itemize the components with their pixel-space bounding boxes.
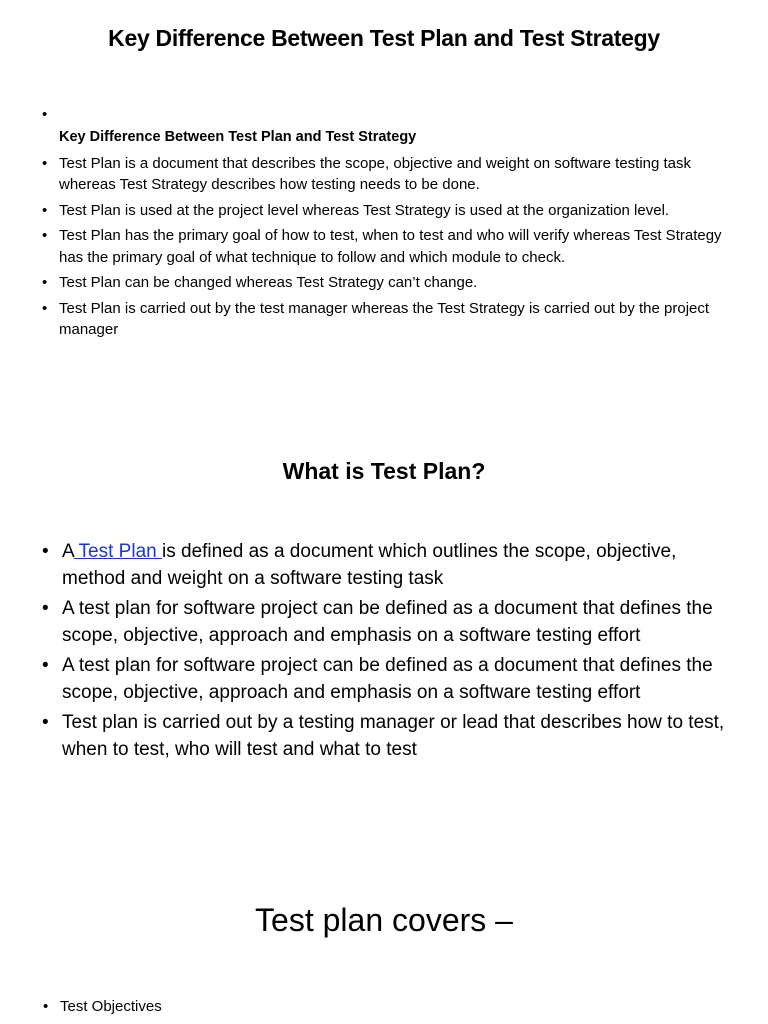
list-item xyxy=(42,272,739,294)
list-item-text: is defined as a document which outlines the scope, objective, method and weight on a software testing task xyxy=(62,541,677,589)
list-item-text: Test Plan is used at the project level whereas Test Strategy is used at the organization level. xyxy=(59,201,670,219)
bullet-icon: • xyxy=(42,227,48,244)
bullet-icon: • xyxy=(42,598,49,619)
bullet-icon: • xyxy=(42,274,48,291)
list-item-text: Test Objectives xyxy=(60,998,162,1015)
list-item xyxy=(42,595,742,649)
list-item-text: Test Plan is a document that describes the scope, objective and weight on software testing task whereas Test Strategy describes how testing needs to be done. xyxy=(59,154,692,193)
bullet-icon: • xyxy=(42,541,49,562)
bullet-icon: • xyxy=(42,154,48,172)
bullet-icon: • xyxy=(42,201,48,219)
section-title-test-plan-covers: Test plan covers – xyxy=(255,902,513,938)
bullet-icon: • xyxy=(42,299,48,317)
section-title-key-difference: Key Difference Between Test Plan and Test Strategy xyxy=(108,25,660,51)
list-item xyxy=(42,225,739,268)
test-plan-link[interactable]: Test Plan xyxy=(73,541,162,562)
list-item xyxy=(42,709,742,763)
bullet-icon: • xyxy=(42,712,49,733)
list-item-text: Test plan is carried out by a testing manager or lead that describes how to test, when to test, who will test and what to test xyxy=(62,712,725,760)
list-item-text: A test plan for software project can be defined as a document that defines the scope, objective, approach and emphasis on a software testing effort xyxy=(62,598,713,646)
section-title-what-is-test-plan: What is Test Plan? xyxy=(282,458,486,484)
list-item-text: Test Plan can be changed whereas Test Strategy can’t change. xyxy=(59,274,478,291)
list-item xyxy=(42,652,742,706)
key-difference-list xyxy=(42,104,739,345)
list-item-text: Test Plan is carried out by the test manager whereas the Test Strategy is carried out by the project manager xyxy=(59,299,710,338)
list-item-text: A test plan for software project can be defined as a document that defines the scope, objective, approach and emphasis on a software testing effort xyxy=(62,655,713,703)
test-plan-covers-list xyxy=(43,996,740,1018)
list-item-text: Test Plan has the primary goal of how to test, when to test and who will verify whereas Test Strategy has the primary goal of what technique to follow and which module to check. xyxy=(59,227,722,266)
bullet-icon: • xyxy=(43,998,49,1015)
bullet-icon: • xyxy=(42,106,48,123)
bullet-icon: • xyxy=(42,655,49,676)
list-item-empty xyxy=(42,104,739,127)
list-item-prefix: A xyxy=(62,541,74,562)
list-item xyxy=(42,538,742,592)
test-plan-definition-list xyxy=(42,538,742,766)
list-subheading: Key Difference Between Test Plan and Test Strategy xyxy=(59,129,417,145)
list-item xyxy=(42,153,739,196)
list-item xyxy=(43,996,740,1018)
list-item xyxy=(42,298,739,341)
list-item xyxy=(42,200,739,222)
